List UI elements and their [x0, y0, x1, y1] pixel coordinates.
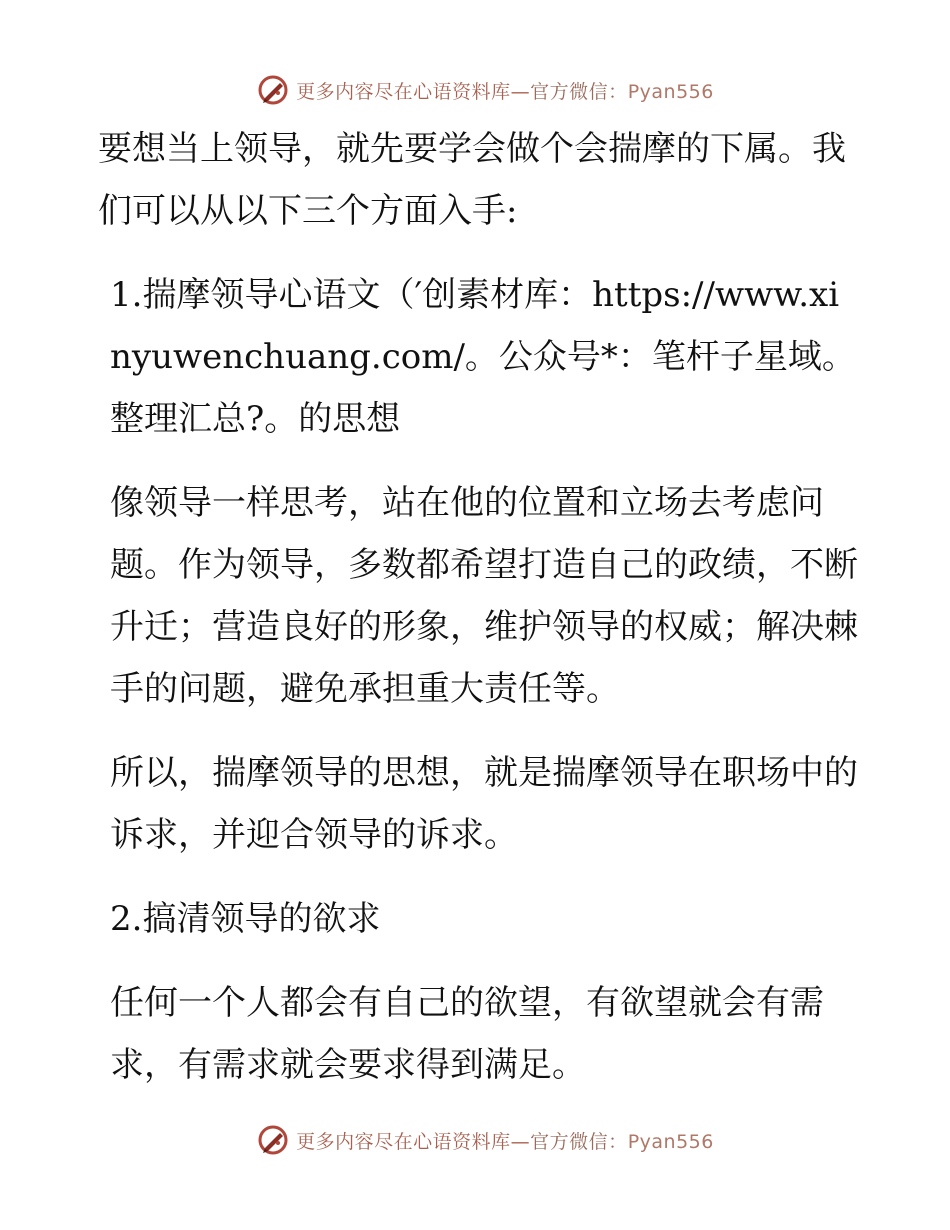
paragraph-think-like-leader: 像领导一样思考，站在他的位置和立场去考虑问题。作为领导，多数都希望打造自己的政绩，不断升迁；营造良好的形象，维护领导的权威；解决棘手的问题，避免承担重大责任等。: [110, 483, 858, 709]
paragraph-point-1: 1.揣摩领导心语文（′创素材库：https://www.xinyuwenchuang.com/。公众号*：笔杆子星域。整理汇总?。的思想: [110, 275, 856, 439]
paragraph-desire: 任何一个人都会有自己的欲望，有欲望就会有需求，有需求就会要求得到满足。: [110, 983, 824, 1085]
paragraph-intro: 要想当上领导，就先要学会做个会揣摩的下属。我们可以从以下三个方面入手:: [98, 129, 846, 231]
header-wechat-id: Pyan556: [627, 80, 714, 103]
footer-banner: [0, 1120, 950, 1160]
footer-separator: —: [510, 1130, 531, 1153]
header-text: [296, 77, 714, 104]
document-body: [98, 118, 858, 1118]
header-separator: —: [510, 80, 531, 103]
pen-seal-icon: [256, 1123, 290, 1157]
header-brand: 更多内容尽在心语资料库: [296, 80, 511, 103]
footer-official-label: 官方微信：: [530, 1130, 628, 1153]
header-official-label: 官方微信：: [530, 80, 628, 103]
footer-banner-inner: [256, 1123, 714, 1157]
paragraph-point-2: 2.搞清领导的欲求: [110, 899, 381, 939]
pen-seal-icon: [256, 73, 290, 107]
footer-wechat-id: Pyan556: [627, 1130, 714, 1153]
header-banner-inner: [256, 73, 714, 107]
footer-text: [296, 1127, 714, 1154]
footer-brand: 更多内容尽在心语资料库: [296, 1130, 511, 1153]
paragraph-summary: 所以，揣摩领导的思想，就是揣摩领导在职场中的诉求，并迎合领导的诉求。: [110, 753, 858, 855]
header-banner: [0, 70, 950, 110]
